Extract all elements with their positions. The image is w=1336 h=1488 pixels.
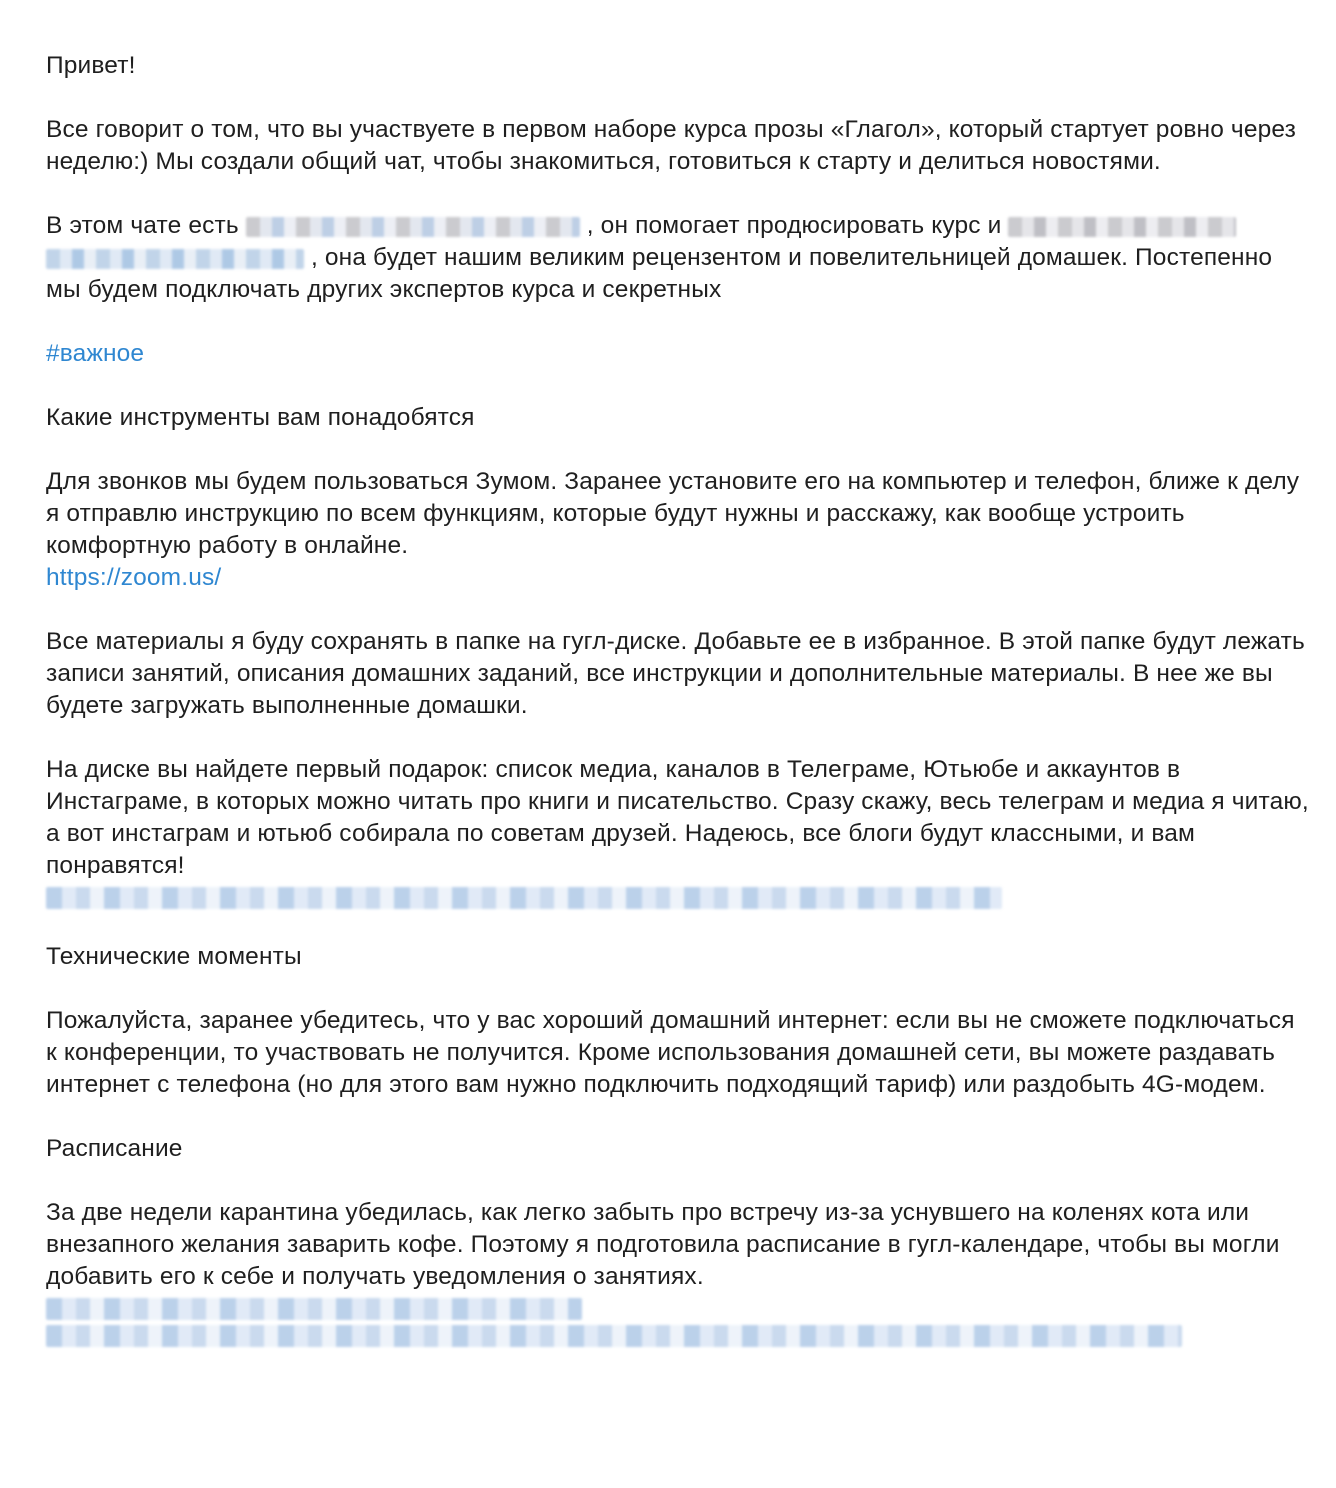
tools-heading: Какие инструменты вам понадобятся bbox=[46, 404, 475, 431]
tools-text: Для звонков мы будем пользоваться Зумом. Заранее установите его на компьютер и телефон, ближе к делу я отправлю инструкцию по всем функциям, которые будут нужны и расскажу, как вообще устроить комфортную работу в онлайне. bbox=[46, 468, 1300, 559]
gift-text: На диске вы найдете первый подарок: список медиа, каналов в Телеграме, Ютьюбе и аккаунтов в Инстаграме, в которых можно читать про книги и писательство. Сразу скажу, весь телеграм и медиа я читаю, а вот инстаграм и ютьюб собирала по советам друзей. Надеюсь, все блоги будут классными, и вам понравятся! bbox=[46, 756, 1309, 879]
tech-heading: Технические моменты bbox=[46, 943, 302, 970]
schedule-text: За две недели карантина убедилась, как легко забыть про встречу из-за уснувшего на коленях кота или внезапного желания заварить кофе. Поэтому я подготовила расписание в гугл-календаре, чтобы вы могли добавить его к себе и получать уведомления о занятиях. bbox=[46, 1199, 1280, 1290]
redacted-drive-link[interactable] bbox=[46, 887, 1002, 909]
redacted-calendar-link-line1[interactable] bbox=[46, 1298, 582, 1320]
schedule-paragraph bbox=[46, 1197, 1310, 1347]
tools-paragraph bbox=[46, 466, 1310, 594]
people-text-part2: , он помогает продюсировать курс и bbox=[579, 212, 1009, 239]
hashtag-important[interactable]: #важное bbox=[46, 340, 145, 367]
redacted-calendar-link-line2[interactable] bbox=[46, 1325, 1182, 1347]
drive-paragraph: Все материалы я буду сохранять в папке на гугл-диске. Добавьте ее в избранное. В этой папке будут лежать записи занятий, описания домашних заданий, все инструкции и дополнительные материалы. В нее же вы будете загружать выполненные домашки. bbox=[46, 628, 1305, 719]
zoom-link[interactable]: https://zoom.us/ bbox=[46, 564, 222, 591]
hashtag-paragraph bbox=[46, 338, 1310, 370]
greeting-text: Привет! bbox=[46, 52, 136, 79]
chat-message bbox=[46, 50, 1310, 1352]
redacted-mention-reviewer-name[interactable] bbox=[1008, 217, 1236, 237]
people-text-part3: , она будет нашим великим рецензентом и повелительницей домашек. Постепенно мы будем подключать других экспертов курса и секретных bbox=[46, 244, 1273, 303]
people-text-part1: В этом чате есть bbox=[46, 212, 246, 239]
tech-paragraph: Пожалуйста, заранее убедитесь, что у вас хороший домашний интернет: если вы не сможете подключаться к конференции, то участвовать не получится. Кроме использования домашней сети, вы можете раздавать интернет с телефона (но для этого вам нужно подключить подходящий тариф) или раздобыть 4G-модем. bbox=[46, 1007, 1295, 1098]
intro-paragraph: Все говорит о том, что вы участвуете в первом наборе курса прозы «Глагол», который стартует ровно через неделю:) Мы создали общий чат, чтобы знакомиться, готовиться к старту и делиться новостями. bbox=[46, 116, 1297, 175]
redacted-mention-producer[interactable] bbox=[246, 217, 580, 237]
gift-paragraph bbox=[46, 754, 1310, 909]
schedule-heading: Расписание bbox=[46, 1135, 183, 1162]
redacted-mention-reviewer-handle[interactable] bbox=[46, 249, 304, 269]
people-paragraph bbox=[46, 210, 1310, 306]
